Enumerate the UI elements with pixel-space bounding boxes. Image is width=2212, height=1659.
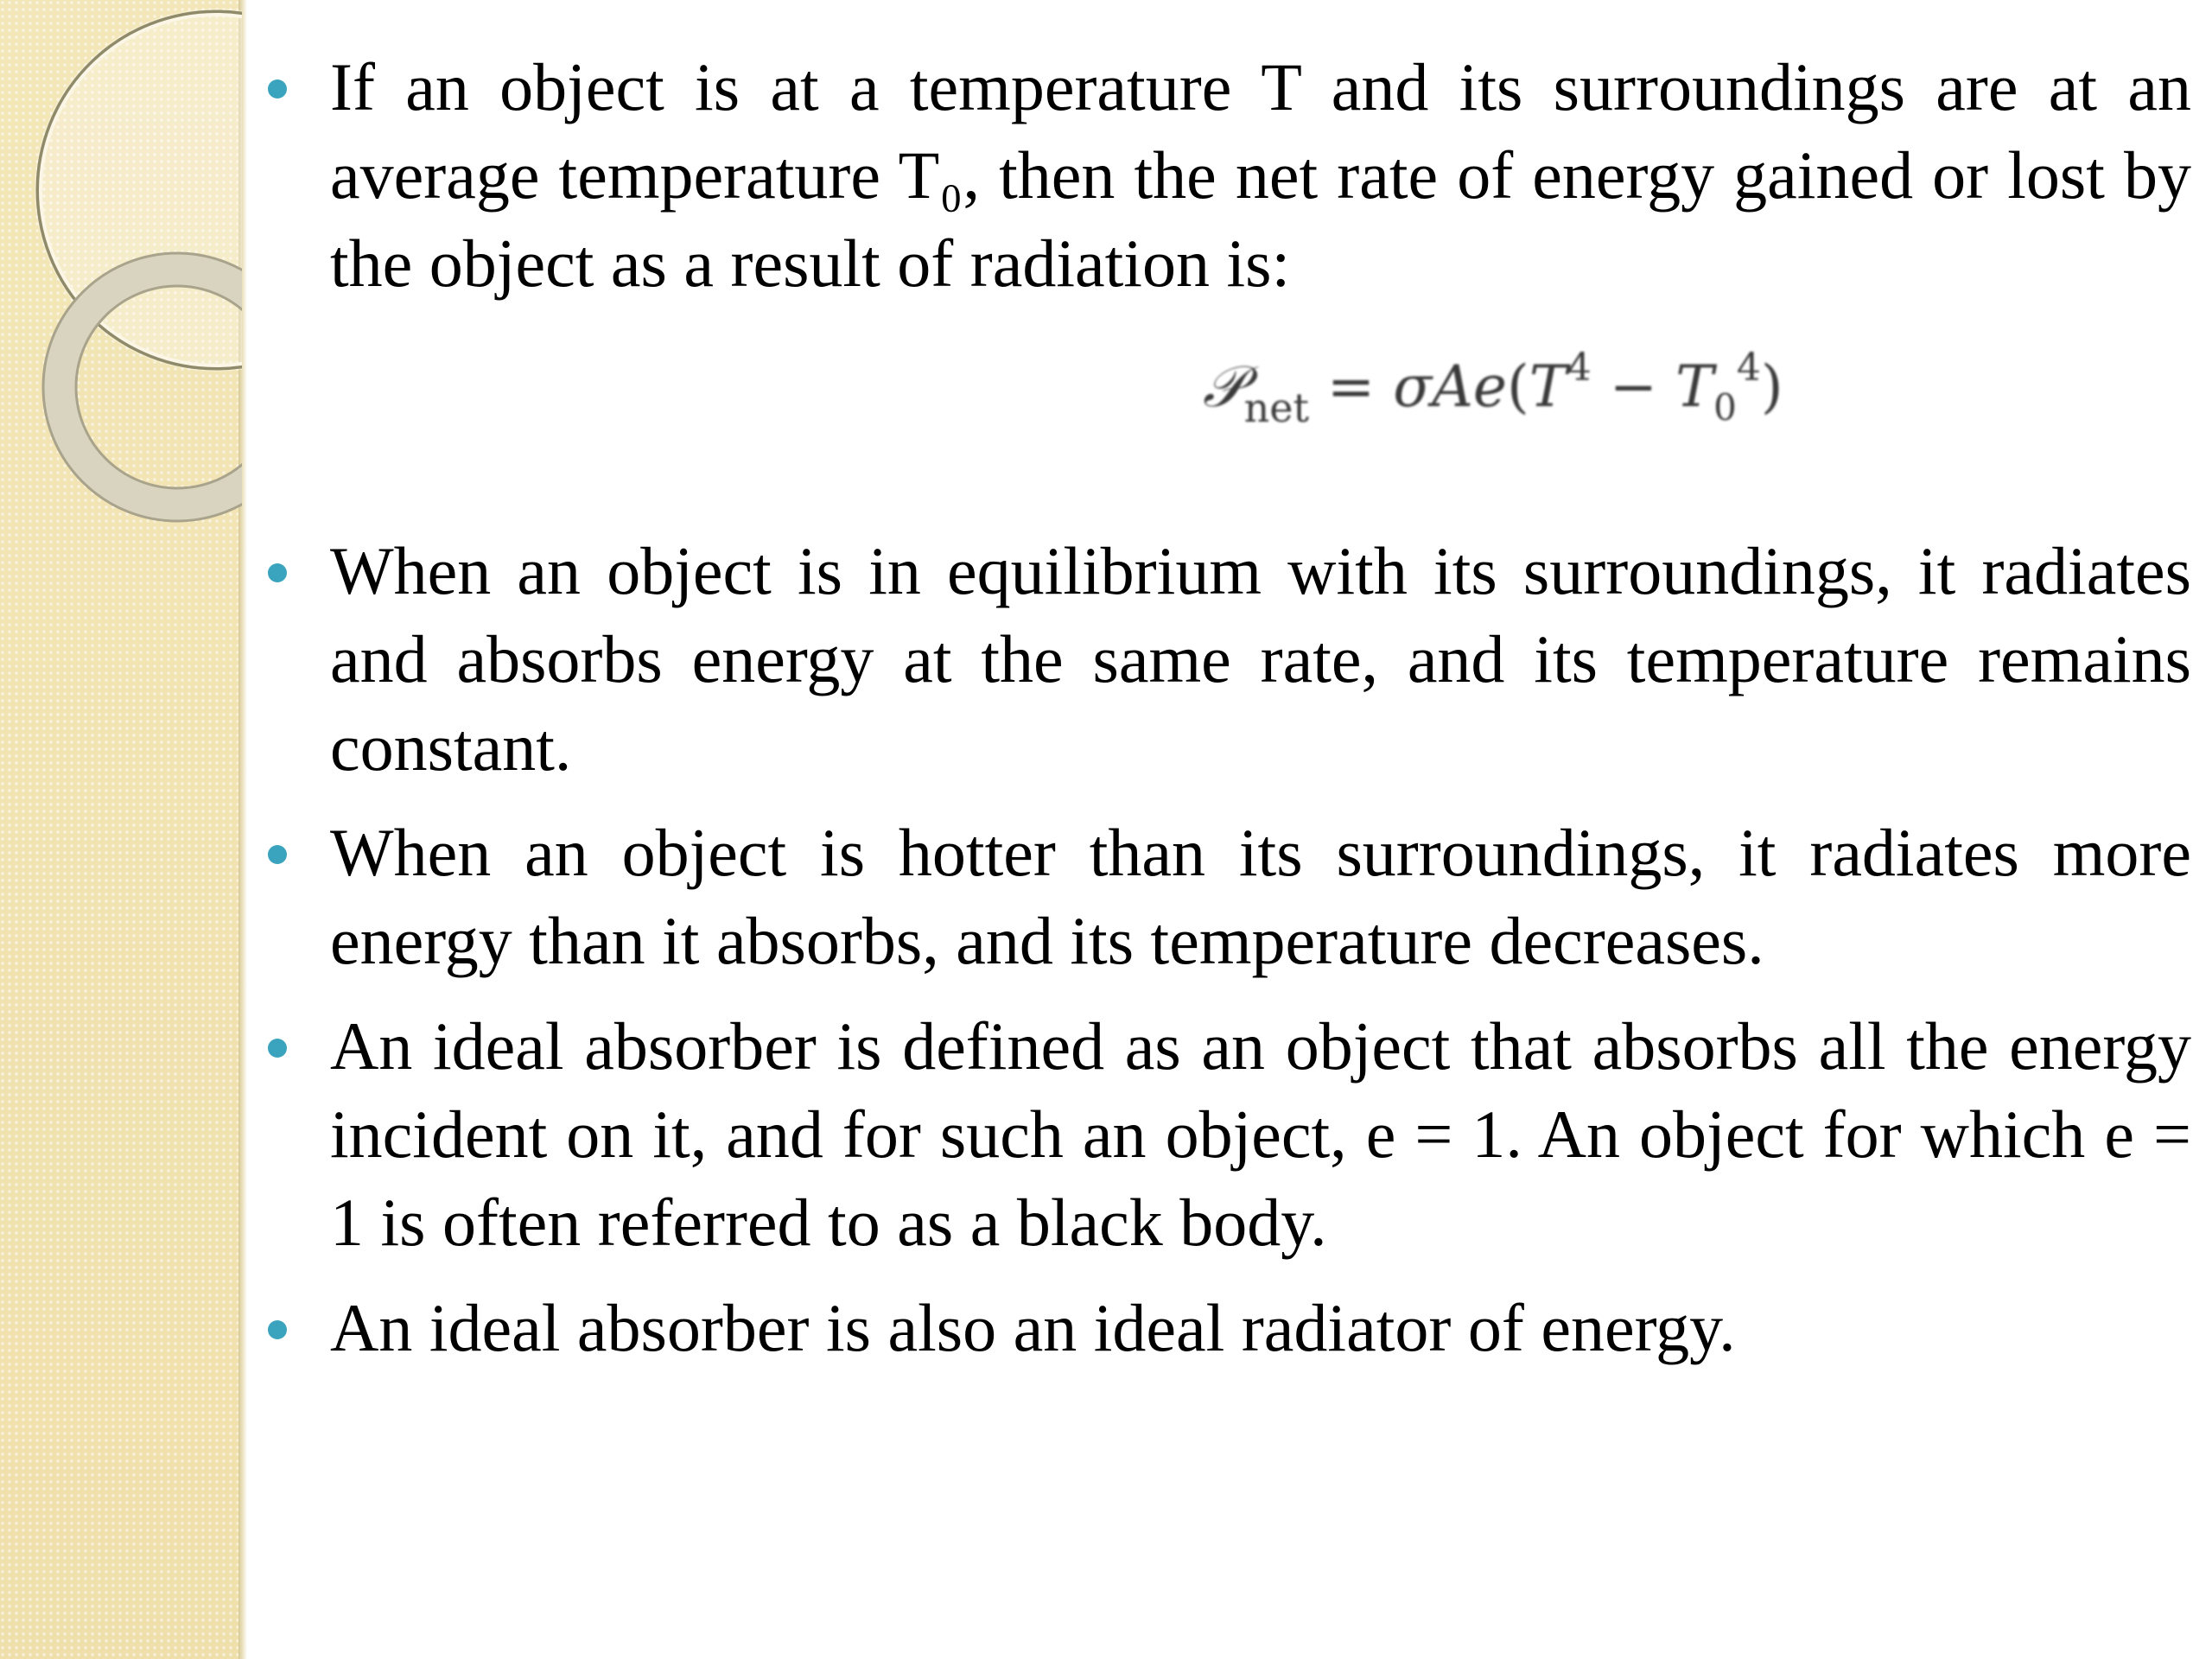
equation-term-2-exponent: 4 bbox=[1736, 346, 1761, 390]
bullet-item-net-radiation bbox=[259, 43, 2191, 308]
decorative-rings bbox=[0, 0, 251, 553]
equation-minus: − bbox=[1609, 353, 1658, 420]
bullet-item-equilibrium bbox=[259, 527, 2191, 791]
equation-term-1: T bbox=[1529, 353, 1567, 420]
bullet-text: When an object is hotter than its surroundings, it radiates more energy than it absorbs, and its temperature decreases. bbox=[330, 815, 2191, 978]
equation-lhs-symbol: 𝒫 bbox=[1203, 353, 1244, 420]
bullet-item-ideal-absorber bbox=[259, 1002, 2191, 1267]
bullet-item-hotter-object bbox=[259, 809, 2191, 985]
bullet-text: An ideal absorber is also an ideal radiator of energy. bbox=[330, 1290, 1736, 1365]
bullet-dot-icon bbox=[268, 79, 287, 99]
equation-term-2-subscript: 0 bbox=[1713, 386, 1737, 429]
equation-coefficients: σAe bbox=[1393, 353, 1507, 420]
equation-open-paren: ( bbox=[1507, 353, 1529, 420]
bullet-item-ideal-radiator bbox=[259, 1284, 2191, 1372]
equation-term-1-exponent: 4 bbox=[1567, 346, 1592, 390]
bullet-dot-icon bbox=[268, 845, 287, 864]
bullet-dot-icon bbox=[268, 563, 287, 582]
equation-lhs-subscript: net bbox=[1243, 385, 1309, 431]
bullet-text: If an object is at a temperature T and its surroundings are at an average temperature T₀, then the net rate of energy gained or lost by the object as a result of radiation is: bbox=[330, 49, 2191, 301]
bullet-dot-icon bbox=[268, 1320, 287, 1339]
bullet-text: When an object is in equilibrium with its surroundings, it radiates and absorbs energy at the same rate, and its temperature remains constant. bbox=[330, 533, 2191, 785]
bullet-list bbox=[259, 43, 2191, 1372]
equation-close-paren: ) bbox=[1760, 353, 1783, 420]
slide-content bbox=[259, 43, 2191, 1372]
equation-equals: = bbox=[1326, 353, 1376, 420]
net-power-equation bbox=[330, 320, 2191, 527]
bullet-dot-icon bbox=[268, 1039, 287, 1058]
bullet-text: An ideal absorber is defined as an object that absorbs all the energy incident on it, and for such an object, e = 1. An object for which e = 1 is often referred to as a black body. bbox=[330, 1008, 2191, 1260]
equation-term-2: T bbox=[1675, 353, 1714, 420]
equation-content bbox=[1203, 346, 1783, 431]
